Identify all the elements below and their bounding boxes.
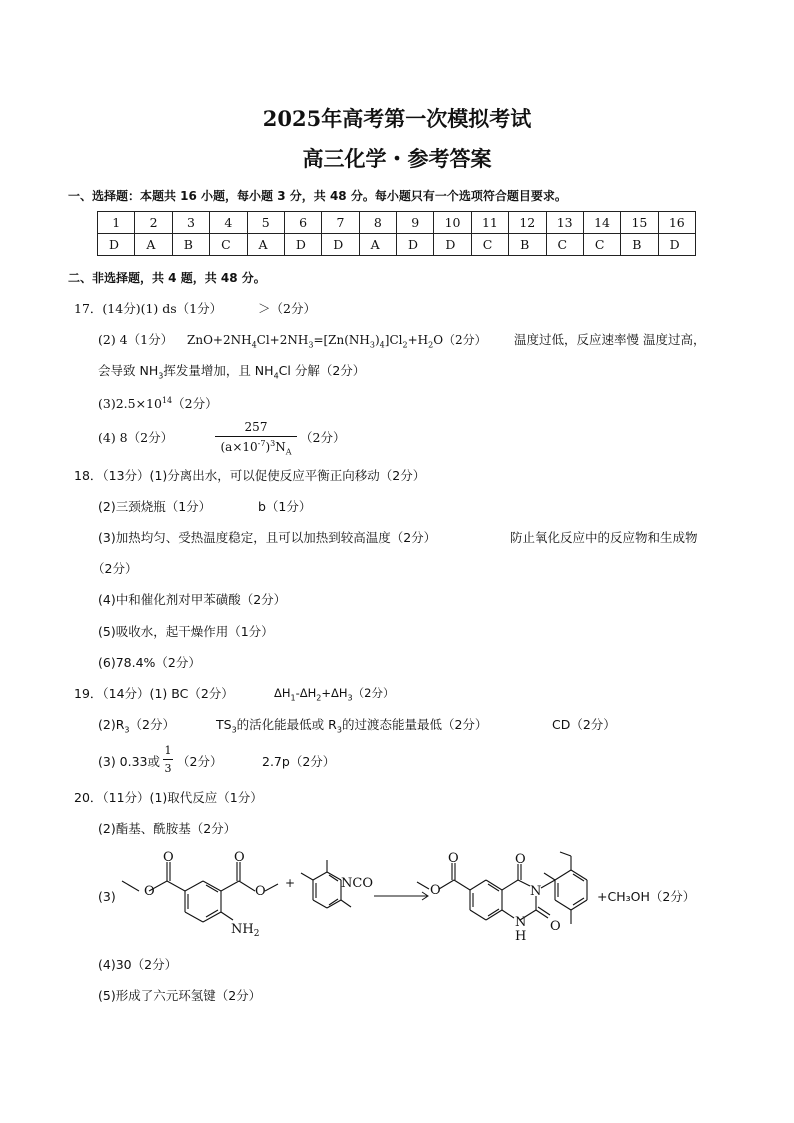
q19-one-third-fraction — [163, 744, 173, 775]
q20-part3-label: (3) — [98, 889, 116, 904]
q18-part6: (6)78.4%（2分） — [98, 655, 201, 670]
q18-part3-b: 防止氧化反应中的反应物和生成物 — [510, 530, 698, 545]
answer-cell: D — [284, 234, 321, 256]
ring-nitrogen: N — [530, 884, 542, 899]
question-number: 7 — [322, 212, 359, 234]
question-number: 13 — [546, 212, 583, 234]
q17-part3: $(3)2.5\times 10^{14}(2$分） — [98, 396, 218, 412]
answer-cell: D — [658, 234, 695, 256]
q19-part3-a: (3) 0.33或 — [98, 754, 161, 769]
q17-equation: $ZnO+2NH_4Cl+2NH_3=[Zn(NH_3)_4]Cl_2+H_2O(2$分） — [187, 333, 487, 350]
question-number: 16 — [658, 212, 695, 234]
answer-cell: D — [397, 234, 434, 256]
answer-cell: A — [247, 234, 284, 256]
reactant-aminoisophthalate-structure — [110, 848, 280, 948]
answer-cell: C — [471, 234, 508, 256]
question-number: 8 — [359, 212, 396, 234]
answer-cell: C — [210, 234, 247, 256]
fraction-numerator: 1 — [164, 744, 172, 757]
section2-heading: 二、非选择题，共 4 题，共 48 分。 — [68, 271, 266, 285]
fraction-denominator: 3 — [164, 762, 172, 775]
plus-sign: + — [285, 876, 296, 890]
q20-part5: (5)形成了六元环氢键（2分） — [98, 988, 262, 1003]
q20-part4: (4)30（2分） — [98, 957, 178, 972]
q18-part2: (2)三颈烧瓶（1分） — [98, 499, 212, 514]
q20-part2: (2)酯基、酰胺基（2分） — [98, 821, 237, 836]
carbonyl-oxygen: O — [163, 850, 174, 865]
answer-cell: C — [583, 234, 620, 256]
q19-part3-b: 2.7p（2分） — [262, 754, 336, 769]
question-number: 6 — [284, 212, 321, 234]
exam-subtitle: 高三化学・参考答案 — [302, 146, 492, 171]
q18-part3-score: （2分） — [92, 561, 138, 576]
question-number: 14 — [583, 212, 620, 234]
answer-cell: B — [509, 234, 546, 256]
isocyanate-group: NCO — [341, 876, 373, 891]
q17-density-fraction — [215, 420, 297, 456]
carbonyl-oxygen: O — [448, 851, 459, 866]
q19-part2-b: $TS_3$的活化能最低或 $R_3$的过渡态能量最低（2分） — [216, 717, 488, 735]
question-number: 3 — [172, 212, 209, 234]
answer-table-answer-row — [98, 234, 696, 256]
q19-part2-a: $(2)R_3(2$分） — [98, 717, 175, 735]
answer-cell: D — [98, 234, 135, 256]
q20-line1: 20．（11分）(1)取代反应（1分） — [74, 790, 263, 805]
question-number: 4 — [210, 212, 247, 234]
question-number: 12 — [509, 212, 546, 234]
q17-part2-c: 温度过低，反应速率慢 温度过高， — [514, 332, 706, 347]
q19-part3-score: （2分） — [177, 754, 223, 769]
product-quinazolinedione-structure — [414, 848, 604, 948]
ester-oxygen: O — [430, 883, 441, 898]
answer-cell: C — [546, 234, 583, 256]
answer-cell: B — [621, 234, 658, 256]
nh-hydrogen: H — [515, 929, 527, 944]
question-number: 2 — [135, 212, 172, 234]
question-number: 5 — [247, 212, 284, 234]
question-number: 9 — [397, 212, 434, 234]
answer-cell: A — [359, 234, 396, 256]
fraction-numerator: 257 — [244, 420, 268, 434]
question-number: 11 — [471, 212, 508, 234]
ring-nitrogen: N — [515, 915, 527, 930]
question-number: 1 — [98, 212, 135, 234]
question-number: 15 — [621, 212, 658, 234]
q18-line1: 18．（13分）(1)分离出水，可以促使反应平衡正向移动（2分） — [74, 468, 426, 483]
q18-part5: (5)吸收水，起干燥作用（1分） — [98, 624, 274, 639]
answer-table — [97, 211, 696, 256]
q19-enthalpy: $\Delta H_1-\Delta H_2+\Delta H_3(2$分） — [274, 686, 395, 703]
carbonyl-oxygen: O — [234, 850, 245, 865]
q17-part1-answer2: ＞（2分） — [258, 301, 316, 316]
q19-part2-c: CD（2分） — [552, 717, 616, 732]
q18-part2-b: b（1分） — [258, 499, 312, 514]
q18-part4: (4)中和催化剂对甲苯磺酸（2分） — [98, 592, 287, 607]
ester-oxygen: O — [144, 884, 155, 899]
amine-group: $NH_2$ — [231, 922, 260, 939]
carbonyl-oxygen: O — [515, 852, 526, 867]
exam-title: 2025年高考第一次模拟考试 — [262, 106, 532, 131]
q17-part4-score: （2分） — [300, 430, 346, 445]
answer-cell: D — [434, 234, 471, 256]
q17-part2-a: (2) 4（1分） — [98, 332, 174, 347]
section1-heading: 一、选择题：本题共 16 小题，每小题 3 分，共 48 分。每小题只有一个选项符合题目要求。 — [68, 189, 567, 203]
carbonyl-oxygen: O — [550, 919, 561, 934]
q19-line1: 19．（14分）(1) BC（2分） — [74, 686, 234, 701]
answer-cell: A — [135, 234, 172, 256]
q17-line1: 17．(14分)(1) ds（1分） — [74, 301, 223, 316]
q17-part4-a: (4) 8（2分） — [98, 430, 174, 445]
answer-cell: B — [172, 234, 209, 256]
answer-cell: D — [322, 234, 359, 256]
fraction-denominator: $(a\times 10^{-7})^3N_A$ — [220, 439, 292, 457]
q20-product-suffix: +CH₃OH（2分） — [597, 889, 696, 904]
q18-part3: (3)加热均匀、受热温度稳定，且可以加热到较高温度（2分） — [98, 530, 437, 545]
answer-table-number-row — [98, 212, 696, 234]
question-number: 10 — [434, 212, 471, 234]
q17-line3: 会导致 $NH_3$挥发量增加，且 $NH_4Cl$ 分解（2分） — [98, 363, 366, 381]
ester-oxygen: O — [255, 884, 266, 899]
